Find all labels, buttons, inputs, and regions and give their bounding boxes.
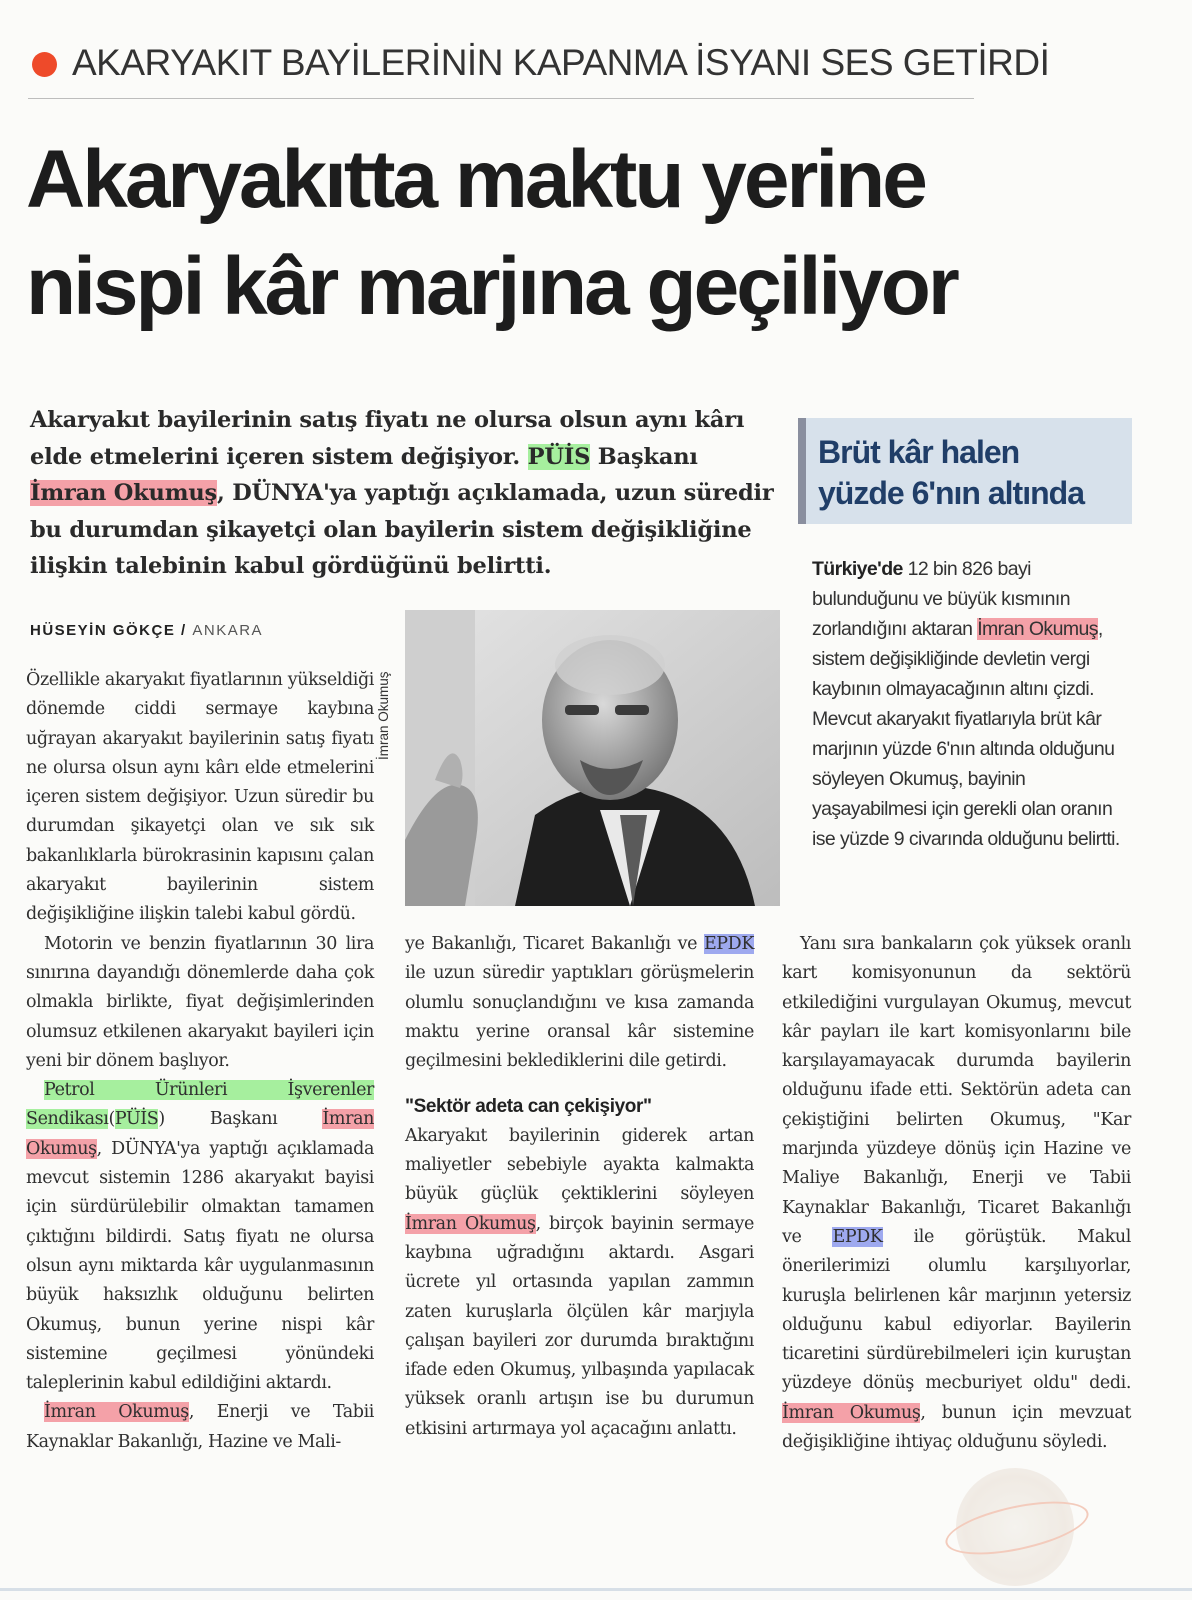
col2-paragraph-2 xyxy=(405,1122,754,1444)
byline-separator: / xyxy=(175,622,193,639)
col3-paragraph-1 xyxy=(782,930,1131,1457)
col2-text-4: , birçok bayinin sermaye kaybına uğradığını aktardı. Asgari ücrete yıl ortasında yapılan zammın zaten kuruşlarla ölçülen kâr marjıyla çalışan bayileri zor durumda bıraktığını ifade eden Okumuş, yılbaşında yapılacak yüksek oranlı artışın ise bu durumun etkisini artırmaya yol açacağını anlattı. xyxy=(405,1213,754,1439)
col3-text-2: ile görüştük. Makul önerilerimizi olumlu karşılıyorlar, kuruşla belirlenen kâr marjının yetersiz olduğunu kabul ediyorlar. Bayilerin ticaretini sürdürebilmeleri için kuruştan yüzdeye dönüş mecburiyet oldu" dedi. xyxy=(782,1226,1131,1394)
lead-text-1: Akaryakıt bayilerinin satış fiyatı ne olursa olsun aynı kârı elde etmelerini içeren sistem değişiyor. xyxy=(30,407,745,470)
headline-line-2: nispi kâr marjına geçiliyor xyxy=(26,241,957,332)
sidebar-body-lead: Türkiye'de xyxy=(812,558,903,580)
column-1 xyxy=(26,666,374,1457)
sidebar-accent-bar xyxy=(798,418,806,524)
col3-name-highlight: İmran Okumuş xyxy=(782,1402,921,1423)
col2-name-highlight: İmran Okumuş xyxy=(405,1213,536,1234)
col1-paragraph-2: Motorin ve benzin fiyatlarının 30 lira sınırına dayandığı dönemlerde daha çok olmakla birlikte, fiyat değişimlerinden olumsuz etkilenen akaryakıt bayileri için yeni bir dönem başlıyor. xyxy=(26,933,374,1071)
article-lead xyxy=(30,402,778,585)
sidebar-box xyxy=(798,418,1132,924)
sidebar-body-text-2: , sistem değişikliğinde devletin vergi kaybının olmayacağının altını çizdi. Mevcut akaryakıt fiyatlarıyla brüt kâr marjının yüzde 6'nın altında olduğunu söyleyen Okumuş, bayinin yaşayabilmesi için gerekli olan oranın ise yüzde 9 civarında olduğunu belirtti. xyxy=(812,618,1120,850)
col2-epdk-highlight: EPDK xyxy=(703,934,754,954)
column-3 xyxy=(782,930,1131,1457)
col1-paragraph-1: Özellikle akaryakıt fiyatlarının yükseldiği dönemde ciddi sermaye kaybına uğrayan akaryakıt bayilerinin satış fiyatı ne olursa olsun aynı kârı elde etmelerini içeren sistem değişiyor. Uzun süredir bu durumdan şikayetçi olan ve sık sık bakanlıklarla bürokrasinin kapısını çalan akaryakıt bayilerinin sistem değişikliğine ilişkin talebi kabul gördü. xyxy=(26,670,375,925)
kicker-text: AKARYAKIT BAYİLERİNİN KAPANMA İSYANI SES GETİRDİ xyxy=(72,42,1050,83)
seal-ring-icon xyxy=(941,1491,1093,1564)
col2-paragraph-1 xyxy=(405,930,754,1076)
sidebar-title xyxy=(818,432,1084,514)
bullet-dot-icon xyxy=(32,52,57,77)
sidebar-body-text-1: 12 bin 826 bayi bulunduğunu ve büyük kısmının zorlandığını aktaran xyxy=(812,558,1070,640)
bottom-rule xyxy=(0,1588,1192,1591)
sidebar-title-line-1: Brüt kâr halen xyxy=(818,434,1020,470)
col1-paren-close: ) Başkanı xyxy=(158,1109,323,1130)
col2-text-3: Akaryakıt bayilerinin giderek artan maliyetler sebebiyle ayakta kalmakta büyük güçlük çektiklerini söyleyen xyxy=(405,1125,754,1205)
photo-caption: İmran Okumuş xyxy=(376,671,391,760)
byline-author: HÜSEYİN GÖKÇE xyxy=(30,622,176,639)
sidebar-body xyxy=(812,554,1132,854)
col3-text-3: , bunun için mevzuat değişikliğine ihtiyaç olduğunu söyledi. xyxy=(782,1402,1131,1453)
kicker-bar xyxy=(28,40,1050,99)
col1-name-highlight: İmran Okumuş xyxy=(26,1109,374,1159)
col1-paragraph-3 xyxy=(26,1076,374,1398)
sidebar-title-line-2: yüzde 6'nın altında xyxy=(818,475,1084,511)
col1-paragraph-3-text: , DÜNYA'ya yaptığı açıklamada mevcut sistemin 1286 akaryakıt bayisi için sürdürülebilir olmaktan tamamen çıktığını bildirdi. Satış fiyatı ne olursa olsun aynı miktarda kâr uygulanmasının büyük haksızlık olduğunu belirten Okumuş, bunun yerine nispi kâr sistemine geçilmesi yönündeki taleplerinin kabul edildiğini aktardı. xyxy=(26,1138,374,1394)
byline-city: ANKARA xyxy=(192,622,264,639)
col1-paragraph-4-text: , Enerji ve Tabii Kaynaklar Bakanlığı, Hazine ve Mali- xyxy=(26,1402,374,1452)
lead-puis-highlight: PÜİS xyxy=(527,443,591,470)
col3-epdk-highlight: EPDK xyxy=(832,1226,883,1247)
sidebar-name-highlight: İmran Okumuş xyxy=(977,618,1098,640)
col1-puis-highlight: PÜİS xyxy=(114,1109,159,1130)
byline xyxy=(30,622,263,639)
col2-spacer xyxy=(405,1076,754,1090)
col2-text-1: ye Bakanlığı, Ticaret Bakanlığı ve xyxy=(405,934,704,954)
col1-paragraph-4 xyxy=(26,1398,374,1457)
lead-name-highlight: İmran Okumuş xyxy=(30,480,217,506)
col1-org-highlight: Petrol Ürünleri İşverenler Sendikası xyxy=(26,1080,374,1130)
col1-paren-open: ( xyxy=(108,1109,115,1130)
lead-text-2: Başkanı xyxy=(590,443,698,470)
headline-line-1: Akaryakıtta maktu yerine xyxy=(26,134,925,225)
col2-text-2: ile uzun süredir yaptıkları görüşmelerin olumlu sonuçlandığını ve kısa zamanda maktu yerine oransal kâr sistemine geçilmesini beklediklerini dile getirdi. xyxy=(405,963,754,1072)
portrait-photo-icon xyxy=(405,610,780,906)
portrait-photo xyxy=(405,610,780,906)
article-headline xyxy=(26,126,1176,340)
lead-text-3: , DÜNYA'ya yaptığı açıklamada, uzun süredir bu durumdan şikayetçi olan bayilerin sistem değişikliğine ilişkin talebinin kabul gördüğünü belirtti. xyxy=(30,480,774,579)
sidebar-header xyxy=(806,418,1132,524)
watermark-seal-icon xyxy=(956,1468,1074,1586)
col3-text-1: Yanı sıra bankaların çok yüksek oranlı kart komisyonunun da sektörü etkilediğini vurgulayan Okumuş, mevcut kâr payları ile kart komisyonlarını bile karşılayamayacak durumda bayilerin olduğunu ifade etti. Sektörün adeta can çekiştiğini belirten Okumuş, "Kar marjında yüzdeye dönüş için Hazine ve Maliye Bakanlığı, Enerji ve Tabii Kaynaklar Bakanlığı, Ticaret Bakanlığı ve xyxy=(782,934,1131,1247)
col1-name-highlight-2: İmran Okumuş xyxy=(44,1402,189,1423)
col2-subhead: "Sektör adeta can çekişiyor" xyxy=(405,1096,652,1118)
column-2 xyxy=(405,930,754,1444)
